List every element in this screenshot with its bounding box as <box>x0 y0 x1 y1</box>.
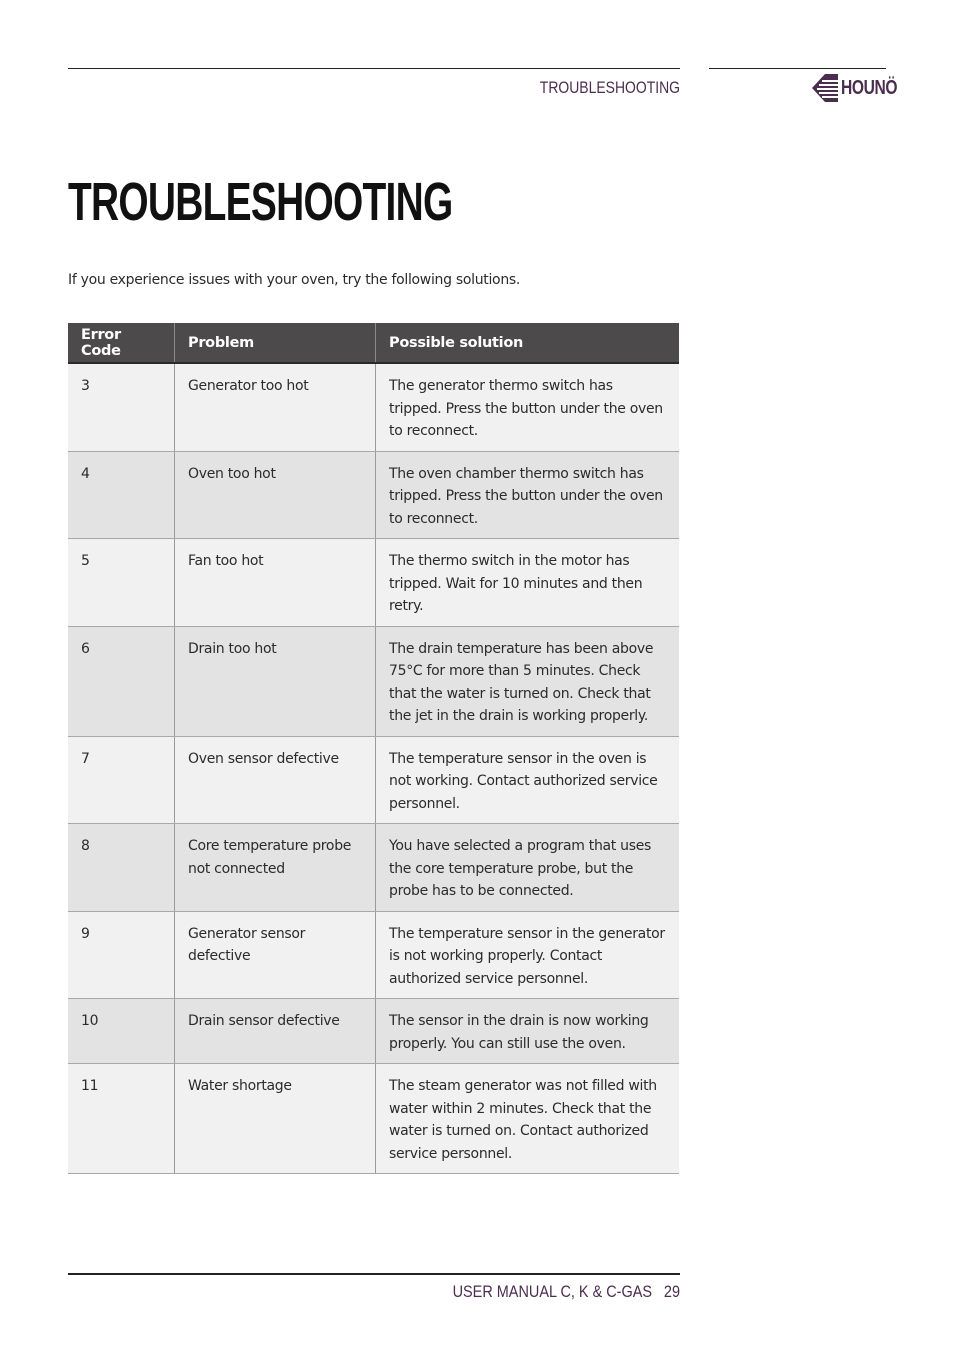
problem-cell: Generator too hot <box>175 363 376 451</box>
table-row <box>68 999 679 1064</box>
table-row <box>68 363 679 451</box>
solution-cell: The temperature sensor in the oven is not working. Contact authorized service personnel. <box>376 736 680 824</box>
table-header-row <box>68 323 679 363</box>
problem-cell: Water shortage <box>175 1064 376 1174</box>
solution-cell: The generator thermo switch has tripped. Press the button under the oven to reconnect. <box>376 363 680 451</box>
problem-cell: Generator sensor defective <box>175 911 376 999</box>
problem-cell: Oven sensor defective <box>175 736 376 824</box>
error-code-cell: 5 <box>68 539 175 627</box>
problem-cell: Fan too hot <box>175 539 376 627</box>
table-row <box>68 626 679 736</box>
troubleshooting-table <box>68 323 679 1174</box>
hounoe-logo-icon <box>811 73 839 103</box>
solution-cell: The oven chamber thermo switch has tripped. Press the button under the oven to reconnect. <box>376 451 680 539</box>
table-row <box>68 451 679 539</box>
error-code-cell: 6 <box>68 626 175 736</box>
page-number: 29 <box>663 1282 680 1301</box>
problem-cell: Drain too hot <box>175 626 376 736</box>
footer-rule <box>68 1273 680 1275</box>
solution-cell: The thermo switch in the motor has tripped. Wait for 10 minutes and then retry. <box>376 539 680 627</box>
problem-cell: Core temperature probe not connected <box>175 824 376 912</box>
header-problem: Problem <box>175 323 376 363</box>
table-row <box>68 539 679 627</box>
error-code-cell: 4 <box>68 451 175 539</box>
solution-cell: The sensor in the drain is now working properly. You can still use the oven. <box>376 999 680 1064</box>
error-code-cell: 7 <box>68 736 175 824</box>
footer-manual-title: USER MANUAL C, K & C-GAS <box>452 1282 653 1301</box>
logo-wordmark: HOUNÖ <box>841 76 898 99</box>
problem-cell: Drain sensor defective <box>175 999 376 1064</box>
table-row <box>68 824 679 912</box>
solution-cell: The drain temperature has been above 75°C for more than 5 minutes. Check that the water is turned on. Check that the jet in the drain is working properly. <box>376 626 680 736</box>
solution-cell: The temperature sensor in the generator is not working properly. Contact authorized service personnel. <box>376 911 680 999</box>
error-code-cell: 10 <box>68 999 175 1064</box>
header-possible-solution: Possible solution <box>376 323 680 363</box>
brand-logo <box>811 73 913 103</box>
header-rule-left <box>68 68 680 69</box>
error-code-cell: 8 <box>68 824 175 912</box>
header-rule-right <box>709 68 886 69</box>
header-section-title: TROUBLESHOOTING <box>539 78 680 97</box>
page-footer <box>425 1282 680 1302</box>
error-code-cell: 9 <box>68 911 175 999</box>
page-title: TROUBLESHOOTING <box>68 172 453 232</box>
table-row <box>68 736 679 824</box>
error-code-cell: 3 <box>68 363 175 451</box>
table-row <box>68 911 679 999</box>
solution-cell: The steam generator was not filled with water within 2 minutes. Check that the water is turned on. Contact authorized service personnel. <box>376 1064 680 1174</box>
table-row <box>68 1064 679 1174</box>
solution-cell: You have selected a program that uses the core temperature probe, but the probe has to be connected. <box>376 824 680 912</box>
error-code-cell: 11 <box>68 1064 175 1174</box>
header-error-code: Error Code <box>68 323 175 363</box>
intro-text: If you experience issues with your oven, try the following solutions. <box>68 272 521 288</box>
problem-cell: Oven too hot <box>175 451 376 539</box>
